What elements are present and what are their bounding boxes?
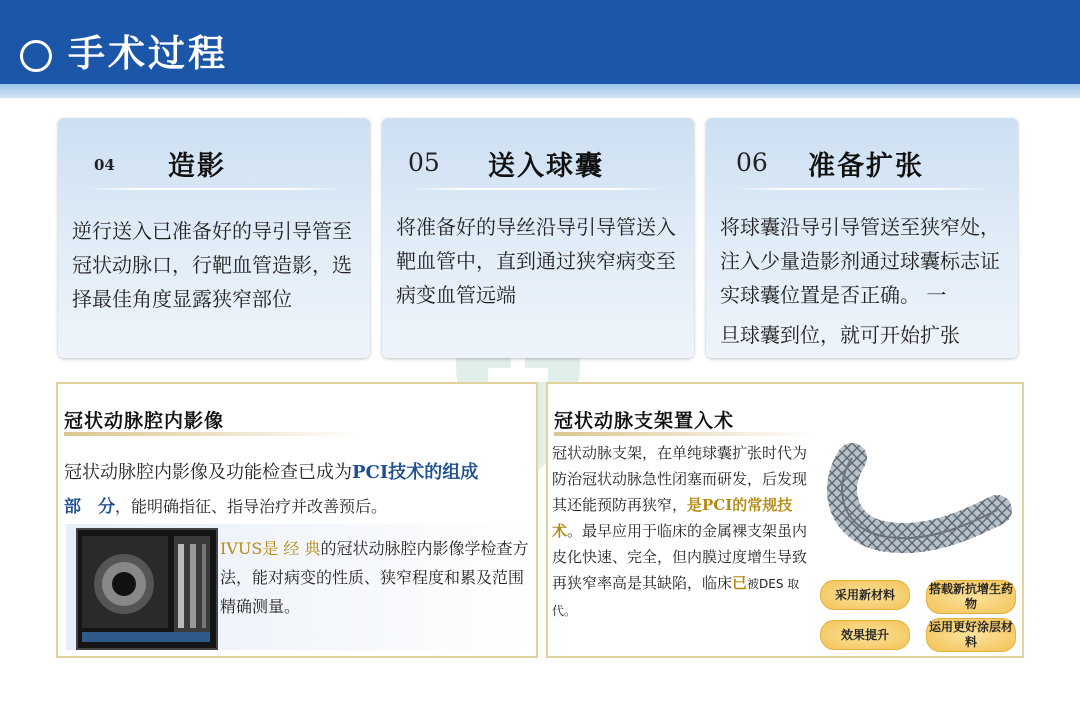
stent-highlight: 是PCI的常规技术 [552,496,793,540]
stent-text-part: 被DES 取代。 [552,577,800,618]
step-title: 送入球囊 [488,151,604,182]
imaging-panel [56,382,538,658]
panel-title: 冠状动脉支架置入术 [554,410,735,432]
step-text: 将准备好的导丝沿导引导管送入靶血管中，直到通过狭窄病变至病变血管远端 [396,215,676,307]
step-number: 06 [736,148,768,177]
ivus-highlight: IVUS是 经 典 [220,539,321,558]
divider [734,188,990,190]
intro-highlight: PCI技术的组成 [352,462,479,483]
ivus-box [66,524,536,650]
divider [86,188,342,190]
step-text: 逆行送入已准备好的导引导管至冠状动脉口，行靶血管造影，选择最佳角度显露狭窄部位 [72,219,352,311]
pill-coating: 运用更好涂层材料 [926,618,1016,652]
step-text-part: 旦球囊到位，就可开始扩张 [720,323,960,347]
step-number: 05 [408,148,440,177]
header-band [0,84,1080,98]
intro-text: ，能明确指征、指导治疗并改善预后。 [115,497,388,516]
pill-new-material: 采用新材料 [820,580,910,610]
step-text-part: 将球囊沿导引导管送至狭窄处，注入少量造影剂通过球囊标志证实球囊位置是否正确。 一 [720,215,1000,307]
stent-highlight: 已 [732,574,748,592]
stent-text-part: 冠状动脉支架，在单纯球囊扩张时代为防治冠状动脉急性闭塞而研发，后发现其还能预防再狭窄， [552,444,808,514]
panel-title: 冠状动脉腔内影像 [64,410,225,432]
ivus-description: 的冠状动脉腔内影像学检查方法，能对病变的性质、狭窄程度和累及范围精确测量。 [220,539,529,616]
title-underline [64,432,364,436]
divider [410,188,666,190]
step-title: 准备扩张 [808,151,924,182]
step-card-04 [58,118,370,358]
pill-new-drug: 搭载新抗增生药物 [926,580,1016,614]
intro-text: 冠状动脉腔内影像及功能检查已成为 [64,462,352,483]
step-card-05 [382,118,694,358]
step-card-06 [706,118,1018,358]
stent-text-part: 。最早应用于临床的金属裸支架虽内皮化快速、完全，但内膜过度增生导致再狭窄率高是其缺陷，临床 [552,522,808,592]
circle-icon [20,40,52,72]
page-title: 手术过程 [68,32,228,75]
pill-effect: 效果提升 [820,620,910,650]
imaging-intro [64,456,534,524]
step-number: 04 [94,156,115,174]
ivus-text [220,534,532,621]
title-underline [554,432,814,436]
step-title: 造影 [168,151,226,182]
stent-panel [546,382,1024,658]
step-text [720,210,1010,352]
stent-text [552,440,814,624]
ivus-scan-image [76,528,218,650]
stent-image [822,438,1012,574]
intro-highlight: 部 分 [64,497,115,517]
